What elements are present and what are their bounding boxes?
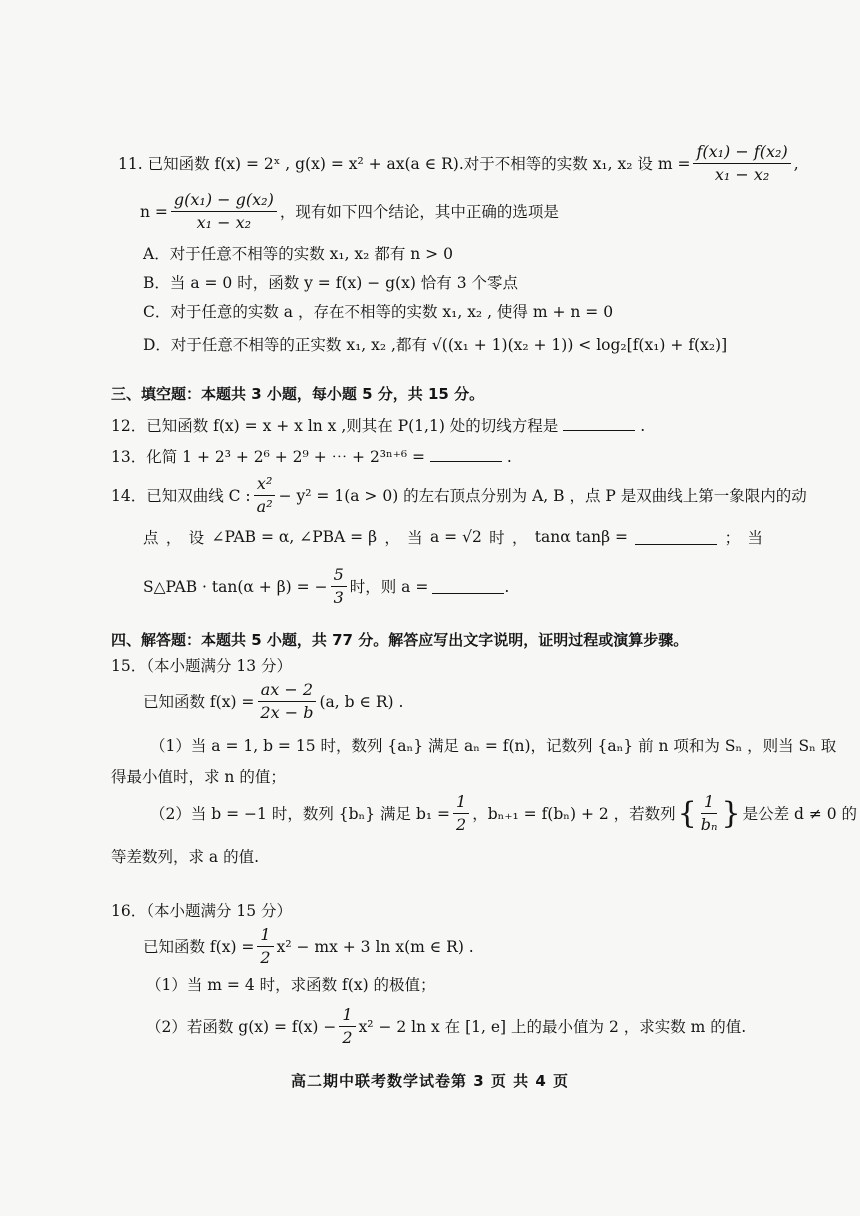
q14-l3-tail: 时，则 a = bbox=[349, 577, 429, 596]
q14-l2-j: tanα tanβ = bbox=[534, 528, 628, 546]
q11-stem-b: ，现有如下四个结论，其中正确的选项是 bbox=[279, 202, 559, 221]
section4-heading: 四、解答题：本题共 5 小题，共 77 分。解答应写出文字说明，证明过程或演算步骤。 bbox=[111, 631, 689, 649]
q11-n-lead: n = bbox=[140, 202, 168, 221]
q14-l2-g: a = √2 bbox=[430, 528, 482, 546]
q11-n-denominator: x₁ − x₂ bbox=[196, 213, 252, 232]
q11-n-line bbox=[140, 190, 559, 233]
q15-p2-set-denominator: bₙ bbox=[700, 815, 718, 834]
q15-left-brace-icon: { bbox=[677, 795, 697, 831]
q11-n-numerator: g(x₁) − g(x₂) bbox=[171, 190, 277, 212]
q14-fraction bbox=[254, 474, 276, 517]
q14-l3-fraction bbox=[331, 565, 347, 608]
q14-frac-numerator: x² bbox=[254, 474, 275, 496]
q13-text: 13．化简 1 + 2³ + 2⁶ + 2⁹ + ⋯ + 2³ⁿ⁺⁶ = bbox=[111, 448, 426, 466]
q11-option-a: A．对于任意不相等的实数 x₁, x₂ 都有 n > 0 bbox=[143, 245, 453, 263]
q13-end: . bbox=[506, 448, 512, 466]
q14-answer-blank-1[interactable] bbox=[635, 530, 717, 545]
q16-p2-lead: （2）若函数 g(x) = f(x) − bbox=[146, 1017, 337, 1036]
q16-p2-fraction bbox=[339, 1005, 355, 1048]
q14-lead: 14．已知双曲线 C : bbox=[111, 486, 251, 505]
q15-p2-numerator: 1 bbox=[453, 792, 469, 814]
q11-option-c: C．对于任意的实数 a ，存在不相等的实数 x₁, x₂ , 使得 m + n = 0 bbox=[143, 303, 614, 321]
q11-option-d: D．对于任意不相等的正实数 x₁, x₂ ,都有 √((x₁ + 1)(x₂ + 1)) < log₂[f(x₁) + f(x₂)] bbox=[143, 336, 728, 354]
q14-frac-denominator: a² bbox=[256, 497, 273, 516]
q15-part1-line2: 得最小值时，求 n 的值； bbox=[111, 768, 286, 786]
q15-given-fraction bbox=[257, 680, 316, 723]
q15-given-tail: (a, b ∈ R) . bbox=[319, 692, 404, 711]
q15-given-denominator: 2x − b bbox=[260, 703, 314, 722]
q14-l2-i: ， bbox=[511, 529, 528, 547]
q14-l3-denominator: 3 bbox=[333, 588, 344, 607]
q16-given-tail: x² − mx + 3 ln x(m ∈ R) . bbox=[276, 937, 474, 956]
q14-rest: − y² = 1(a > 0) 的左右顶点分别为 A, B ，点 P 是双曲线上第一象限内的动 bbox=[278, 486, 807, 505]
section3-heading: 三、填空题：本题共 3 小题，每小题 5 分，共 15 分。 bbox=[111, 385, 485, 403]
q12-end: . bbox=[640, 417, 646, 435]
q15-given-numerator: ax − 2 bbox=[258, 680, 316, 702]
q16-part2 bbox=[146, 1005, 746, 1048]
q15-p2-fraction bbox=[453, 792, 469, 835]
q15-p2-tail: 是公差 d ≠ 0 的 bbox=[742, 804, 858, 823]
q16-given-lead: 已知函数 f(x) = bbox=[143, 937, 255, 956]
q15-p2-lead: （2）当 b = −1 时，数列 {bₙ} 满足 b₁ = bbox=[150, 804, 451, 823]
q11-option-b: B．当 a = 0 时，函数 y = f(x) − g(x) 恰有 3 个零点 bbox=[143, 274, 519, 292]
q11-stem: 11. 已知函数 f(x) = 2ˣ , g(x) = x² + ax(a ∈ R).对于不相等的实数 x₁, x₂ 设 m = bbox=[118, 154, 691, 173]
q13-answer-blank[interactable] bbox=[430, 447, 502, 462]
q15-p2-set-fraction bbox=[698, 792, 721, 835]
q16-given-numerator: 1 bbox=[257, 925, 273, 947]
q11-m-fraction bbox=[693, 142, 790, 185]
page-footer: 高二期中联考数学试卷第 3 页 共 4 页 bbox=[291, 1072, 569, 1090]
q15-p2-set-numerator: 1 bbox=[701, 792, 717, 814]
q14-l3-end: . bbox=[504, 577, 510, 596]
q14-l2-a: 点 bbox=[143, 529, 159, 547]
q16-p2-numerator: 1 bbox=[339, 1005, 355, 1027]
q11-m-denominator: x₁ − x₂ bbox=[714, 165, 770, 184]
q13-line bbox=[111, 446, 512, 468]
q15-p2-denominator: 2 bbox=[456, 815, 467, 834]
q16-p2-tail: x² − 2 ln x 在 [1, e] 上的最小值为 2 ，求实数 m 的值. bbox=[358, 1017, 747, 1036]
q14-l2-b: ， bbox=[165, 529, 182, 547]
q12-line bbox=[111, 415, 645, 437]
q14-l2-e: ， bbox=[384, 529, 400, 547]
q15-p2-mid: ，bₙ₊₁ = f(bₙ) + 2 ，若数列 bbox=[472, 804, 676, 823]
q16-given-fraction bbox=[257, 925, 273, 968]
q15-part2-line2: 等差数列，求 a 的值. bbox=[111, 848, 260, 866]
q14-line1 bbox=[111, 474, 807, 517]
q14-l2-h: 时 bbox=[489, 529, 505, 547]
q16-given bbox=[143, 925, 474, 968]
q15-part1-line1: （1）当 a = 1, b = 15 时，数列 {aₙ} 满足 aₙ = f(n)，记数列 {aₙ} 前 n 项和为 Sₙ ，则当 Sₙ 取 bbox=[150, 737, 837, 755]
q16-given-denominator: 2 bbox=[260, 948, 271, 967]
q14-l2-f: 当 bbox=[407, 529, 423, 547]
q11-m-tail: , bbox=[793, 154, 799, 173]
q11-m-numerator: f(x₁) − f(x₂) bbox=[693, 142, 790, 164]
q15-right-brace-icon: } bbox=[721, 795, 741, 831]
q15-given-lead: 已知函数 f(x) = bbox=[143, 692, 255, 711]
q16-part1: （1）当 m = 4 时，求函数 f(x) 的极值； bbox=[146, 976, 436, 994]
q12-text: 12．已知函数 f(x) = x + x ln x ,则其在 P(1,1) 处的切线方程是 bbox=[111, 417, 559, 435]
q11-stem-line bbox=[118, 142, 799, 185]
q16-p2-denominator: 2 bbox=[342, 1028, 353, 1047]
q14-l2-d: ∠PAB = α, ∠PBA = β bbox=[211, 528, 378, 546]
q14-l3-lead: S△PAB · tan(α + β) = − bbox=[143, 577, 328, 596]
q14-l2-c: 设 bbox=[188, 529, 205, 547]
q14-line3 bbox=[143, 565, 509, 608]
q12-answer-blank[interactable] bbox=[563, 416, 635, 431]
q14-l2-l: 当 bbox=[747, 529, 763, 547]
q14-answer-blank-2[interactable] bbox=[432, 579, 504, 594]
q15-title: 15．（本小题满分 13 分） bbox=[111, 657, 293, 675]
q11-n-fraction bbox=[171, 190, 277, 233]
q14-l3-numerator: 5 bbox=[331, 565, 347, 587]
q16-title: 16．（本小题满分 15 分） bbox=[111, 902, 293, 920]
q15-part2-line1 bbox=[150, 792, 857, 835]
q14-line2 bbox=[143, 526, 763, 548]
q14-l2-k: ； bbox=[724, 529, 741, 547]
q15-given bbox=[143, 680, 403, 723]
